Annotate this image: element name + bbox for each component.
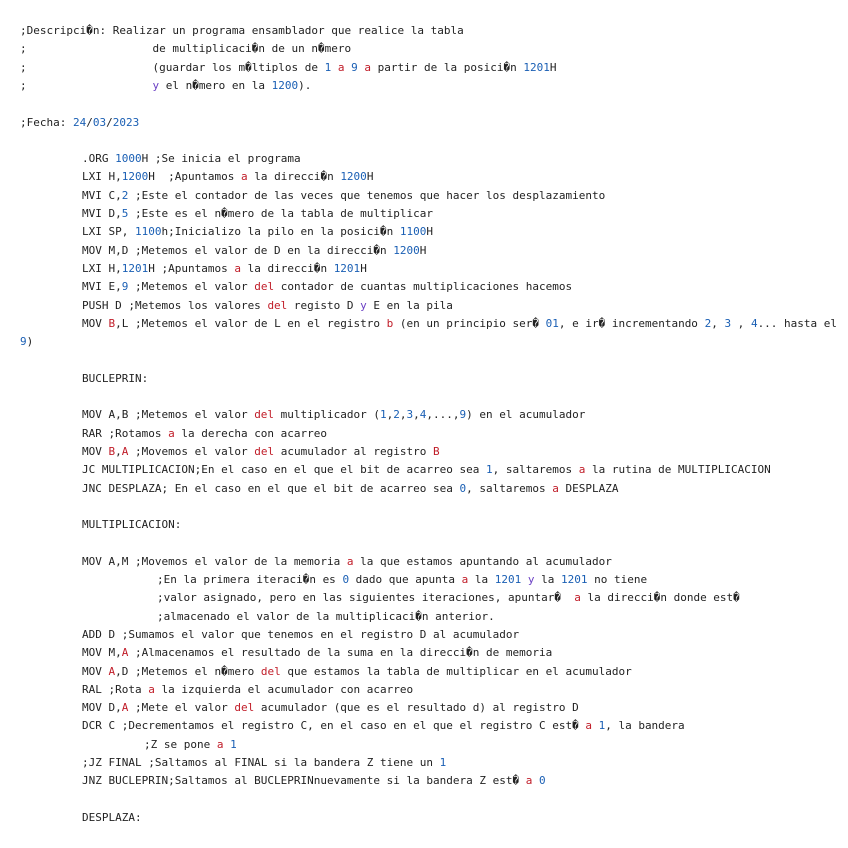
- code-text: H: [426, 225, 434, 239]
- code-text: E en la pila: [366, 298, 453, 312]
- keyword-token: B: [108, 316, 116, 330]
- code-line[interactable]: [82, 699, 579, 717]
- code-line[interactable]: [82, 681, 413, 699]
- keyword-token: a: [578, 463, 586, 477]
- code-text: no tiene: [587, 573, 648, 586]
- code-line[interactable]: [144, 736, 237, 754]
- number-token: 2: [393, 408, 400, 422]
- particle-token: y: [360, 298, 367, 312]
- number-token: 0: [538, 774, 546, 788]
- number-token: 1201: [494, 573, 522, 586]
- code-text: ) en el acumulador: [466, 408, 586, 422]
- code-line[interactable]: [82, 480, 618, 498]
- code-text: /: [86, 115, 93, 129]
- code-line[interactable]: [20, 59, 556, 77]
- code-text: la: [468, 573, 495, 586]
- code-text: dado que apunta: [349, 573, 462, 586]
- number-token: 1: [485, 463, 493, 477]
- keyword-token: a: [234, 261, 241, 275]
- keyword-token: a: [552, 481, 559, 495]
- code-line[interactable]: [20, 77, 311, 95]
- number-token: 1200: [121, 170, 149, 184]
- code-line[interactable]: [82, 809, 142, 827]
- keyword-token: a: [216, 737, 224, 751]
- code-line[interactable]: [82, 260, 367, 278]
- code-text: ;Mete el valor: [128, 701, 235, 715]
- code-text: acumulador (que es el resultado d) al registro D: [254, 701, 579, 715]
- number-token: 1100: [134, 225, 162, 239]
- number-token: 3: [724, 316, 732, 330]
- code-text: ;Fecha:: [20, 115, 73, 129]
- code-text: MOV: [82, 664, 109, 678]
- code-text: ;Movemos el valor: [128, 444, 255, 458]
- code-text: ADD D ;Sumamos el valor que tenemos en el registro D al acumulador: [82, 627, 520, 641]
- code-text: ;Z se pone: [144, 737, 217, 751]
- particle-token: y: [152, 78, 160, 92]
- code-text: h;Inicializo la pilo en la posici�n: [161, 225, 400, 239]
- code-text: LXI H,: [82, 170, 122, 184]
- code-text: JNC DESPLAZA; En el caso en el que el bit de acarreo sea: [82, 481, 460, 495]
- code-line[interactable]: [82, 626, 519, 644]
- code-text: la direcci�n donde est�: [580, 591, 740, 605]
- code-text: H ;Apuntamos: [148, 170, 241, 184]
- number-token: 0: [342, 573, 350, 586]
- code-text: ,: [399, 408, 407, 422]
- code-text: partir de la posici�n: [371, 60, 524, 74]
- keyword-token: A: [121, 646, 129, 660]
- keyword-token: del: [234, 701, 255, 715]
- code-text: RAR ;Rotamos: [82, 426, 169, 440]
- code-text: , e ir� incrementando: [558, 316, 705, 330]
- code-text: ,: [731, 316, 751, 330]
- number-token: 9: [121, 280, 129, 294]
- code-text: que estamos la tabla de multiplicar en el acumulador: [280, 664, 632, 678]
- code-line[interactable]: [82, 370, 148, 388]
- code-text: la rutina de MULTIPLICACION: [585, 463, 771, 477]
- keyword-token: a: [168, 426, 175, 440]
- code-text: ;JZ FINAL ;Saltamos al FINAL si la bandera Z tiene un: [82, 756, 440, 769]
- code-text: LXI H,: [82, 261, 122, 275]
- code-text: [331, 61, 338, 74]
- code-text: ;Descripci�n: Realizar un programa ensamblador que realice la tabla: [20, 24, 464, 37]
- code-text: PUSH D ;Metemos los valores: [82, 298, 268, 312]
- number-token: 1200: [271, 78, 299, 92]
- code-line[interactable]: [82, 278, 572, 296]
- keyword-token: a: [574, 591, 581, 605]
- code-line[interactable]: [82, 443, 440, 461]
- number-token: 4: [419, 408, 427, 422]
- number-token: 2: [121, 188, 129, 202]
- code-line[interactable]: [82, 754, 446, 772]
- code-text: H: [549, 60, 557, 74]
- code-text: MULTIPLICACION:: [82, 518, 182, 532]
- code-text: MOV: [82, 444, 109, 458]
- code-text: ;Este es el n�mero de la tabla de multiplicar: [128, 207, 434, 220]
- code-text: la que estamos apuntando al acumulador: [353, 554, 612, 568]
- keyword-token: B: [108, 444, 116, 458]
- code-text: .ORG: [82, 152, 116, 166]
- code-line[interactable]: [157, 571, 647, 589]
- keyword-token: A: [121, 444, 129, 458]
- number-token: 1: [598, 719, 606, 733]
- number-token: 2: [704, 316, 712, 330]
- code-text: la direcci�n: [240, 261, 334, 275]
- number-token: 9: [351, 60, 358, 74]
- code-text: , saltaremos: [466, 481, 553, 495]
- number-token: 03: [92, 115, 107, 129]
- code-text: H: [366, 170, 374, 184]
- code-line[interactable]: [82, 205, 433, 223]
- number-token: 01: [545, 316, 559, 330]
- keyword-token: A: [108, 664, 116, 678]
- code-text: MOV A,B ;Metemos el valor: [82, 408, 255, 422]
- code-text: ;valor asignado, pero en las siguientes iteraciones, apuntar�: [157, 591, 575, 605]
- code-line[interactable]: [157, 589, 740, 607]
- code-text: ;: [20, 78, 153, 92]
- number-token: 9: [459, 408, 467, 422]
- code-line[interactable]: [82, 223, 433, 241]
- keyword-token: del: [267, 298, 288, 312]
- code-text: ;Este el contador de las veces que tenemos que hacer los desplazamiento: [128, 188, 606, 202]
- code-line[interactable]: [82, 516, 181, 534]
- code-line[interactable]: [82, 772, 546, 790]
- code-text: ;almacenado el valor de la multiplicaci�n anterior.: [157, 609, 495, 623]
- number-token: 1200: [393, 243, 420, 257]
- code-text: LXI SP,: [82, 225, 135, 239]
- code-text: DESPLAZA:: [82, 810, 142, 824]
- code-line[interactable]: [20, 114, 139, 132]
- code-text: , saltaremos: [492, 463, 579, 477]
- number-token: 0: [459, 481, 467, 495]
- code-text: MOV M,D ;Metemos el valor de D en la direcci�n: [82, 243, 394, 257]
- code-text: MVI C,: [82, 188, 122, 202]
- code-text: ,: [711, 316, 725, 330]
- code-text: DESPLAZA: [558, 481, 619, 495]
- code-line[interactable]: [82, 168, 373, 186]
- code-text: ; (guardar los m�ltiplos de: [20, 60, 325, 74]
- number-token: 3: [406, 408, 414, 422]
- number-token: 1201: [333, 261, 361, 275]
- code-text: ; de multiplicaci�n de un n�mero: [20, 42, 352, 56]
- keyword-token: del: [260, 664, 281, 678]
- number-token: 1: [324, 60, 332, 74]
- code-line[interactable]: [157, 608, 495, 626]
- code-line[interactable]: [82, 406, 585, 424]
- code-line[interactable]: [82, 187, 605, 205]
- code-text: (en un principio ser�: [393, 316, 546, 330]
- number-token: 2023: [112, 115, 140, 129]
- keyword-token: b: [386, 316, 394, 330]
- code-text: MOV D,: [82, 701, 122, 715]
- code-text: H: [419, 243, 427, 257]
- code-text: ).: [298, 78, 312, 92]
- code-text: ,: [115, 444, 122, 458]
- code-line[interactable]: [82, 663, 632, 681]
- code-line[interactable]: [82, 644, 552, 662]
- code-text: ): [26, 335, 34, 349]
- number-token: 9: [20, 335, 27, 349]
- code-text: ,D ;Metemos el n�mero: [115, 664, 261, 678]
- code-line[interactable]: [82, 717, 685, 735]
- code-text: ;Metemos el valor: [128, 280, 255, 294]
- keyword-token: a: [346, 554, 354, 568]
- code-text: JNZ BUCLEPRIN;Saltamos al BUCLEPRINnuevamente si la bandera Z est�: [82, 774, 526, 788]
- code-line[interactable]: [20, 40, 351, 58]
- code-text: el n�mero en la: [159, 78, 272, 92]
- code-line[interactable]: [82, 461, 771, 479]
- code-text: multiplicador (: [274, 408, 381, 422]
- keyword-token: del: [254, 280, 275, 294]
- number-token: 1201: [561, 573, 588, 586]
- code-line[interactable]: [82, 150, 301, 168]
- code-text: contador de cuantas multiplicaciones hacemos: [274, 280, 573, 294]
- code-text: MOV: [82, 316, 109, 330]
- code-text: ;Almacenamos el resultado de la suma en la direcci�n de memoria: [128, 646, 553, 660]
- keyword-token: a: [148, 682, 155, 696]
- number-token: 4: [750, 316, 758, 330]
- keyword-token: a: [461, 573, 469, 586]
- code-text: DCR C ;Decrementamos el registro C, en el caso en el que el registro C est�: [82, 719, 586, 733]
- code-text: , la bandera: [605, 719, 685, 733]
- code-text: ;En la primera iteraci�n es: [157, 573, 343, 586]
- code-text: ... hasta el: [757, 316, 838, 330]
- code-line[interactable]: [20, 22, 464, 40]
- code-text: la direcci�n: [247, 170, 341, 184]
- code-text: MVI D,: [82, 207, 122, 220]
- code-text: [532, 774, 539, 787]
- code-text: MOV M,: [82, 646, 122, 660]
- number-token: 1201: [523, 60, 550, 74]
- number-token: 1100: [399, 225, 427, 239]
- code-text: acumulador al registro: [274, 444, 434, 458]
- particle-token: y: [527, 573, 535, 586]
- code-text: [592, 719, 599, 732]
- keyword-token: B: [433, 444, 440, 458]
- code-text: ,: [386, 408, 394, 422]
- code-line[interactable]: [20, 333, 33, 351]
- code-text: la derecha con acarreo: [174, 426, 328, 440]
- code-text: H ;Apuntamos: [148, 261, 235, 275]
- code-text: MVI E,: [82, 280, 122, 294]
- code-text: la izquierda el acumulador con acarreo: [154, 682, 414, 696]
- code-text: la: [534, 573, 562, 586]
- code-text: [521, 573, 528, 586]
- keyword-token: a: [525, 774, 533, 788]
- number-token: 1000: [115, 152, 142, 166]
- code-line[interactable]: [82, 315, 837, 333]
- code-text: ,: [413, 408, 420, 422]
- code-text: BUCLEPRIN:: [82, 371, 149, 385]
- code-text: JC MULTIPLICACION;En el caso en el que el bit de acarreo sea: [82, 463, 486, 477]
- code-text: /: [106, 115, 113, 129]
- code-text: H ;Se inicia el programa: [141, 152, 301, 166]
- code-text: MOV A,M ;Movemos el valor de la memoria: [82, 554, 347, 568]
- code-line[interactable]: [82, 297, 453, 315]
- keyword-token: a: [240, 170, 248, 184]
- code-text: registo D: [287, 298, 361, 312]
- number-token: 24: [72, 115, 87, 129]
- number-token: 1200: [340, 170, 367, 184]
- keyword-token: a: [337, 60, 345, 74]
- code-text: H: [360, 261, 367, 275]
- keyword-token: a: [585, 719, 592, 733]
- number-token: 1: [380, 408, 387, 422]
- code-line[interactable]: [82, 425, 327, 443]
- code-text: ,L ;Metemos el valor de L en el registro: [115, 316, 387, 330]
- code-text: RAL ;Rota: [82, 682, 149, 696]
- number-token: 1: [439, 756, 447, 769]
- keyword-token: del: [254, 444, 275, 458]
- number-token: 1: [230, 737, 237, 751]
- number-token: 5: [121, 207, 129, 220]
- code-line[interactable]: [82, 242, 426, 260]
- number-token: 1201: [121, 261, 149, 275]
- keyword-token: A: [121, 701, 129, 715]
- keyword-token: a: [364, 60, 372, 74]
- code-line[interactable]: [82, 553, 612, 571]
- code-text: ,...,: [426, 408, 460, 422]
- keyword-token: del: [254, 408, 275, 422]
